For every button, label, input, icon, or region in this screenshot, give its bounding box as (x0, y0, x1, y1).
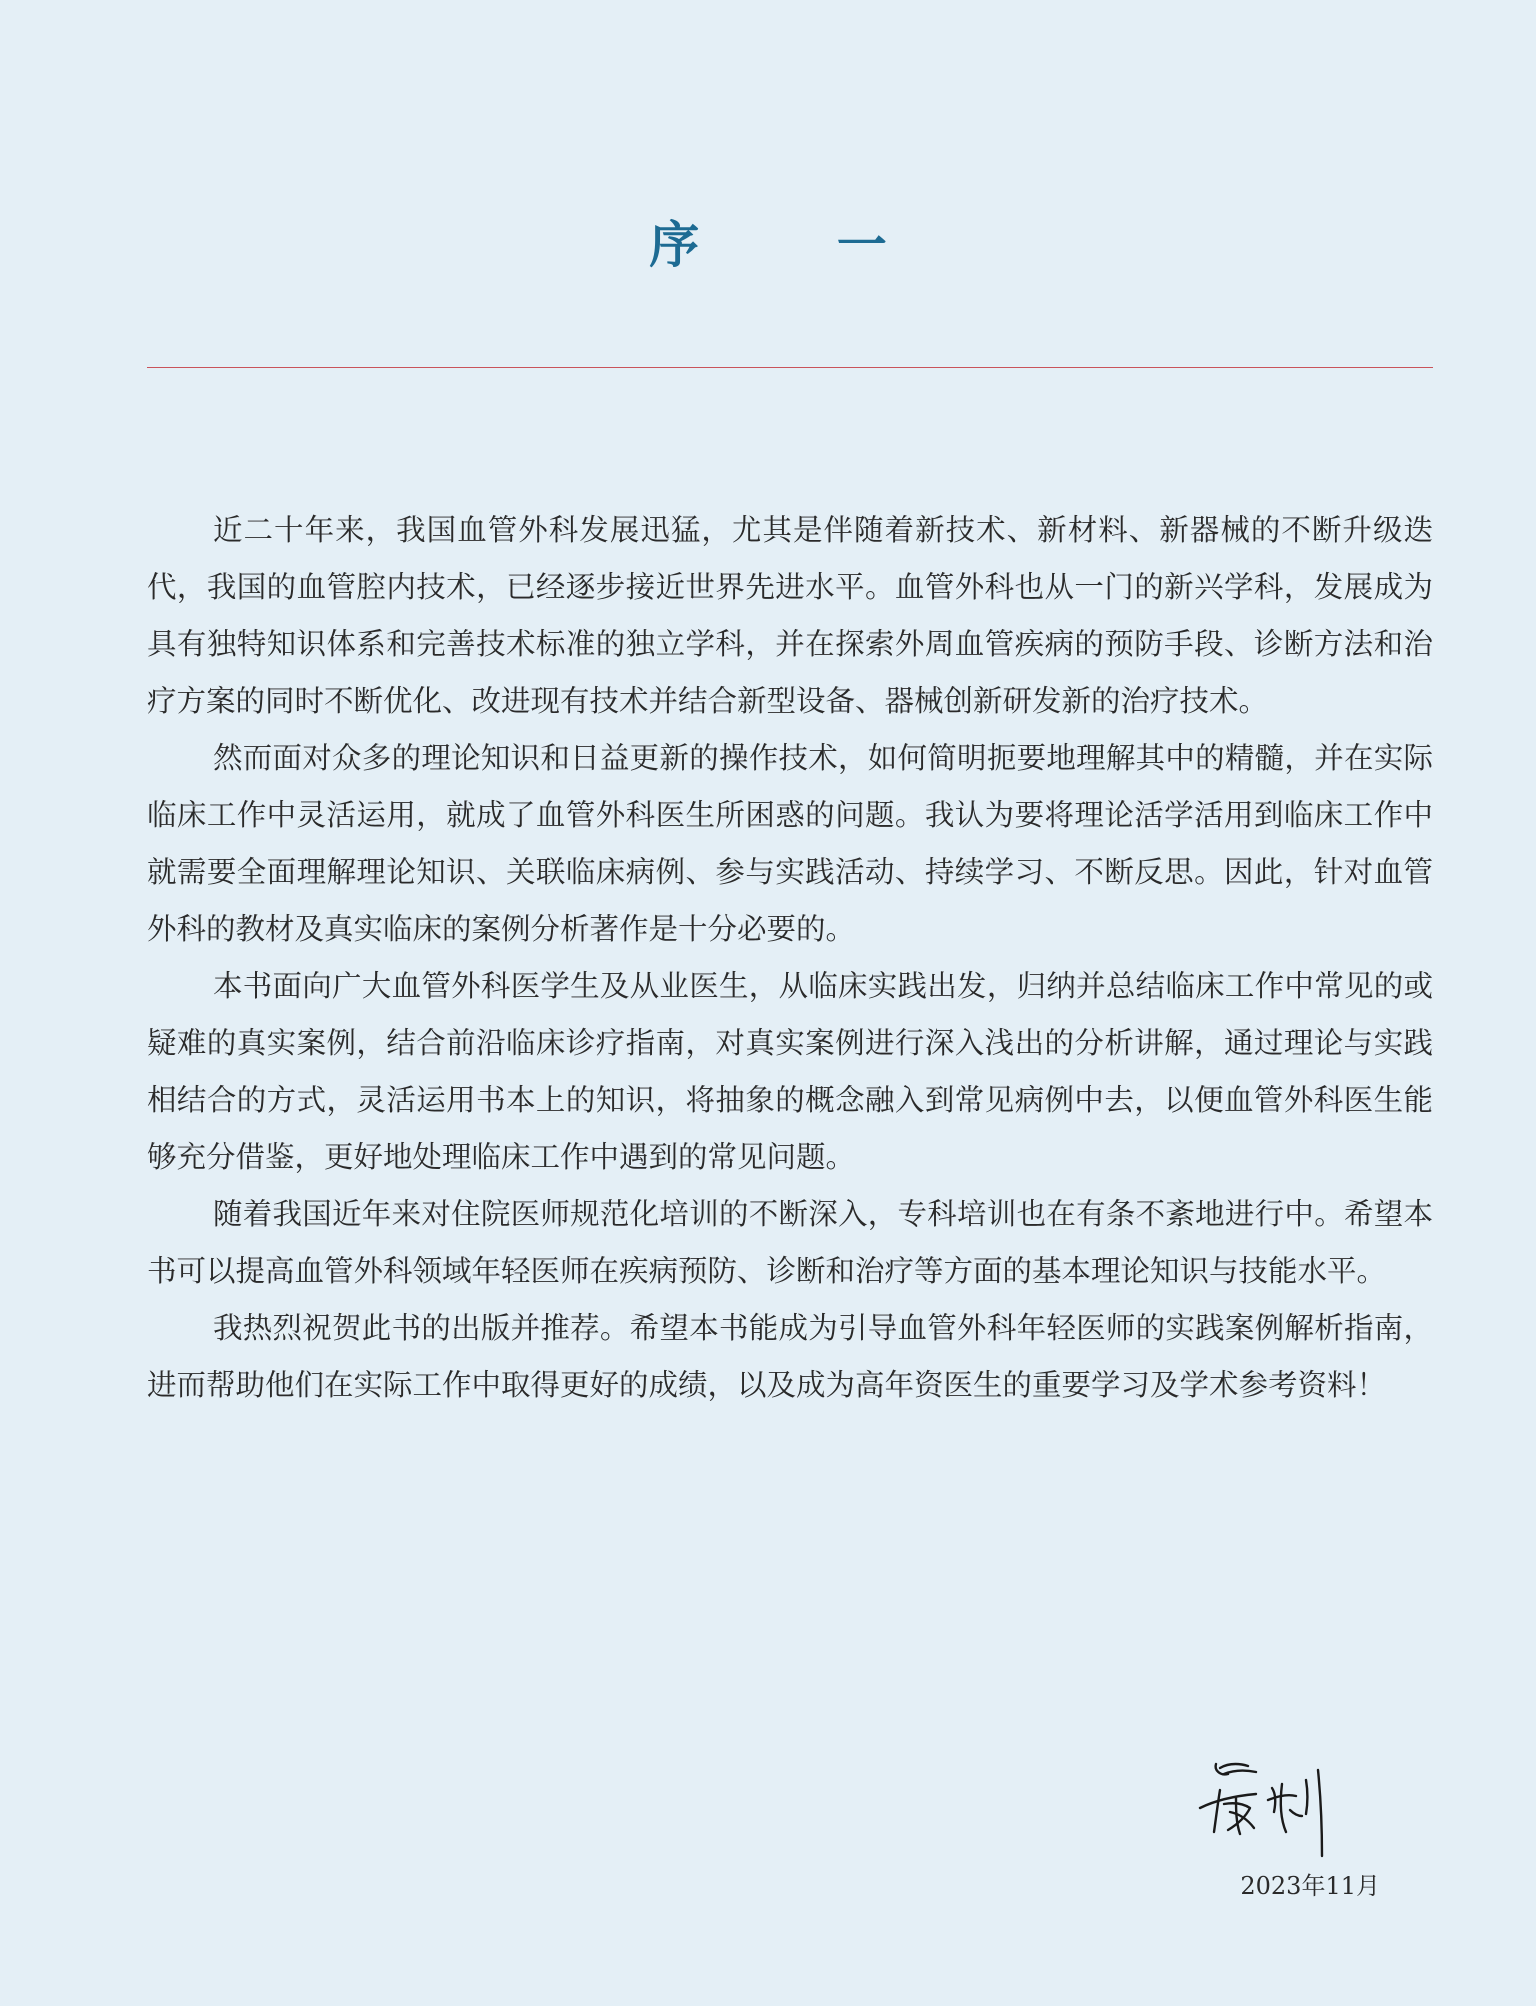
page-title: 序 一 (649, 215, 947, 274)
signature-date: 2023年11月 (1240, 1872, 1380, 1900)
paragraph: 本书面向广大血管外科医学生及从业医生，从临床实践出发，归纳并总结临床工作中常见的或疑难的真实案例，结合前沿临床诊疗指南，对真实案例进行深入浅出的分析讲解，通过理论与实践相结合的方式，灵活运用书本上的知识，将抽象的概念融入到常见病例中去，以便血管外科医生能够充分借鉴，更好地处理临床工作中遇到的常见问题。 (147, 969, 1433, 1174)
paragraph: 然而面对众多的理论知识和日益更新的操作技术，如何简明扼要地理解其中的精髓，并在实际临床工作中灵活运用，就成了血管外科医生所困惑的问题。我认为要将理论活学活用到临床工作中就需要全面理解理论知识、关联临床病例、参与实践活动、持续学习、不断反思。因此，针对血管外科的教材及真实临床的案例分析著作是十分必要的。 (147, 741, 1433, 946)
paragraph: 近二十年来，我国血管外科发展迅猛，尤其是伴随着新技术、新材料、新器械的不断升级迭代，我国的血管腔内技术，已经逐步接近世界先进水平。血管外科也从一门的新兴学科，发展成为具有独特知识体系和完善技术标准的独立学科，并在探索外周血管疾病的预防手段、诊断方法和治疗方案的同时不断优化、改进现有技术并结合新型设备、器械创新研发新的治疗技术。 (147, 513, 1433, 718)
paragraph: 我热烈祝贺此书的出版并推荐。希望本书能成为引导血管外科年轻医师的实践案例解析指南，进而帮助他们在实际工作中取得更好的成绩，以及成为高年资医生的重要学习及学术参考资料！ (147, 1311, 1433, 1402)
title-divider (147, 367, 1433, 368)
paragraph: 随着我国近年来对住院医师规范化培训的不断深入，专科培训也在有条不紊地进行中。希望本书可以提高血管外科领域年轻医师在疾病预防、诊断和治疗等方面的基本理论知识与技能水平。 (147, 1197, 1433, 1288)
handwritten-signature (1190, 1740, 1350, 1860)
preface-body (147, 502, 1433, 1414)
